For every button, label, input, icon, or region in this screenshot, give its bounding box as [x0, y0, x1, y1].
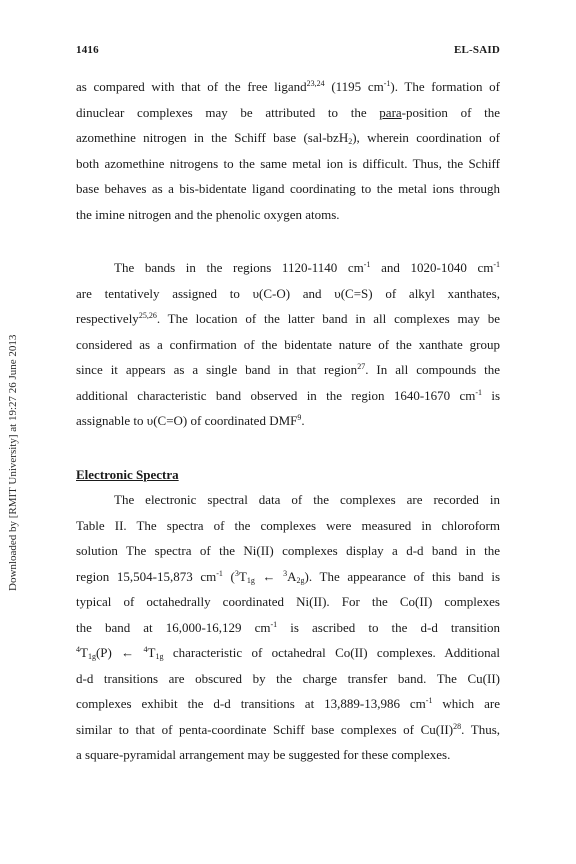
text-line: azomethine nitrogen in the Schiff base (sal-bzH$_2$), wherein coordination of — [76, 130, 500, 146]
page-number: 1416 — [76, 44, 99, 56]
text-line: since it appears as a single band in that region$^{27}$. In all compounds the — [76, 362, 500, 377]
text-line: d-d transitions are obscured by the charge transfer band. The Cu(II) — [76, 670, 500, 686]
text-line: both azomethine nitrogens to the same metal ion is difficult. Thus, the Schiff — [76, 155, 500, 171]
text-line: The bands in the regions 1120-1140 $cm^{-1}$ and 1020-1040 $cm^{-1}$ — [114, 260, 500, 275]
text-line: Table II. The spectra of the complexes were measured in chloroform — [76, 517, 500, 533]
text-line: the imine nitrogen and the phenolic oxygen atoms. — [76, 206, 340, 222]
running-head-author: EL-SAID — [453, 44, 500, 56]
text-line: a square-pyramidal arrangement may be suggested for these complexes. — [76, 747, 451, 762]
paragraph-electronic-spectra — [76, 487, 500, 768]
text-line: $^4T_{1g}(P)$ ← $^4T_{1g}$ characteristic of octahedral Co(II) complexes. Additional — [76, 645, 500, 661]
text-line: The electronic spectral data of the complexes are recorded in — [114, 492, 500, 507]
paragraph-xanthate-bands — [76, 255, 500, 434]
text-line: assignable to υ(C=O) of coordinated DMF$^9$. — [76, 413, 305, 428]
text-line: are tentatively assigned to υ(C-O) and υ(C=S) of alkyl xanthates, — [76, 285, 500, 301]
text-line: considered as a confirmation of the bidentate nature of the xanthate group — [76, 336, 500, 352]
para-underlined: para — [379, 104, 402, 120]
page-body — [76, 74, 500, 768]
paragraph-ligand-comparison — [76, 74, 500, 227]
text-line: as compared with that of the free ligand$^{23,24}$ (1195 $cm^{-1}$). The formation of — [76, 79, 500, 94]
text-line: additional characteristic band observed in the region 1640-1670 $cm^{-1}$ is — [76, 387, 501, 403]
text-line: similar to that of penta-coordinate Schiff base complexes of Cu(II)$^{28}$. Thus, — [76, 721, 501, 737]
text-line: solution The spectra of the Ni(II) complexes display a d-d band in the — [76, 543, 500, 558]
text-line: respectively$^{25,26}$. The location of the latter band in all complexes may be — [76, 311, 500, 326]
download-watermark: Downloaded by [RMIT University] at 19:27 26 June 2013 — [7, 334, 19, 591]
text-line: base behaves as a bis-bidentate ligand coordinating to the metal ions through — [76, 181, 500, 196]
text-line: dinuclear complexes may be attributed to the para-position of the — [76, 104, 500, 120]
text-line: region 15,504-15,873 $cm^{-1}$ ($^3T_{1g}$ ← $^3A_{2g}$). The appearance of this band is — [76, 568, 501, 585]
text-line: complexes exhibit the d-d transitions at 13,889-13,986 $cm^{-1}$ which are — [76, 696, 501, 711]
text-line: typical of octahedrally coordinated Ni(II). For the Co(II) complexes — [76, 594, 500, 609]
text-line: the band at 16,000-16,129 $cm^{-1}$ is ascribed to the d-d transition — [76, 619, 500, 635]
section-heading-electronic-spectra: Electronic Spectra — [76, 466, 179, 482]
